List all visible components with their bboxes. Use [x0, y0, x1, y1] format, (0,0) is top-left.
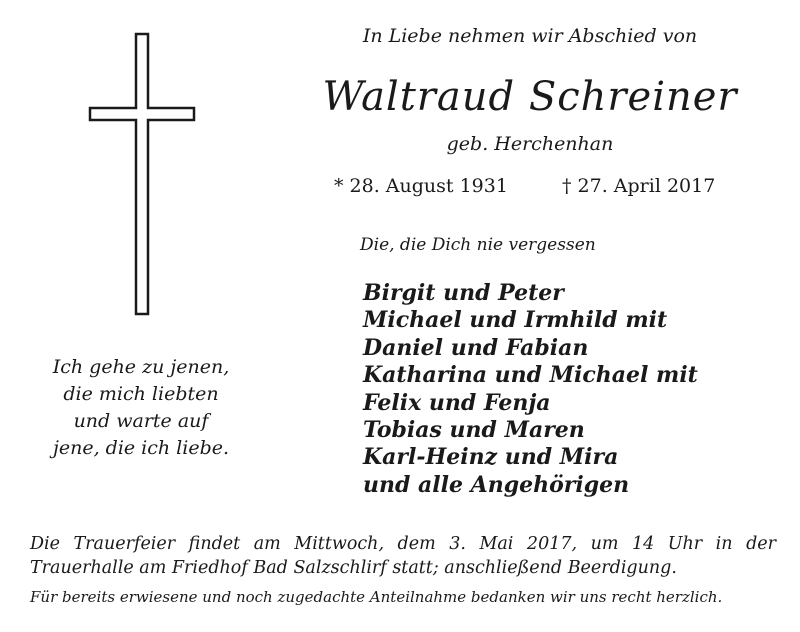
poem-line: Ich gehe zu jenen,	[52, 356, 230, 378]
list-item: Katharina und Michael mit	[363, 362, 698, 389]
list-item: Tobias und Maren	[363, 417, 585, 444]
mourners-intro: Die, die Dich nie vergessen	[360, 235, 596, 255]
list-item: Michael und Irmhild mit	[363, 307, 668, 334]
cross-icon	[88, 32, 196, 316]
list-item: und alle Angehörigen	[363, 471, 630, 498]
service-line: Trauerhalle am Friedhof Bad Salzschlirf statt; anschließend Beerdigung.	[30, 558, 677, 578]
list-item: Felix und Fenja	[363, 389, 551, 416]
poem-line: die mich liebten	[63, 383, 219, 405]
thanks-note: Für bereits erwiesene und noch zugedachte Anteilnahme bedanken wir uns recht herzlich.	[30, 588, 723, 606]
maiden-name: geb. Herchenhan	[446, 133, 614, 155]
list-item: Birgit und Peter	[363, 280, 564, 306]
mourners-list	[363, 280, 698, 499]
service-announcement	[30, 532, 776, 580]
poem	[20, 354, 262, 462]
list-item: Karl-Heinz und Mira	[363, 444, 619, 471]
farewell-intro: In Liebe nehmen wir Abschied von	[362, 25, 698, 47]
death-date: † 27. April 2017	[562, 175, 716, 197]
birth-date: * 28. August 1931	[334, 175, 508, 197]
poem-line: und warte auf	[73, 410, 209, 432]
deceased-name: Waltraud Schreiner	[322, 74, 738, 120]
service-line: Die Trauerfeier findet am Mittwoch, dem 3. Mai 2017, um 14 Uhr in der	[30, 534, 776, 554]
list-item: Daniel und Fabian	[363, 334, 589, 361]
poem-line: jene, die ich liebe.	[52, 437, 230, 459]
